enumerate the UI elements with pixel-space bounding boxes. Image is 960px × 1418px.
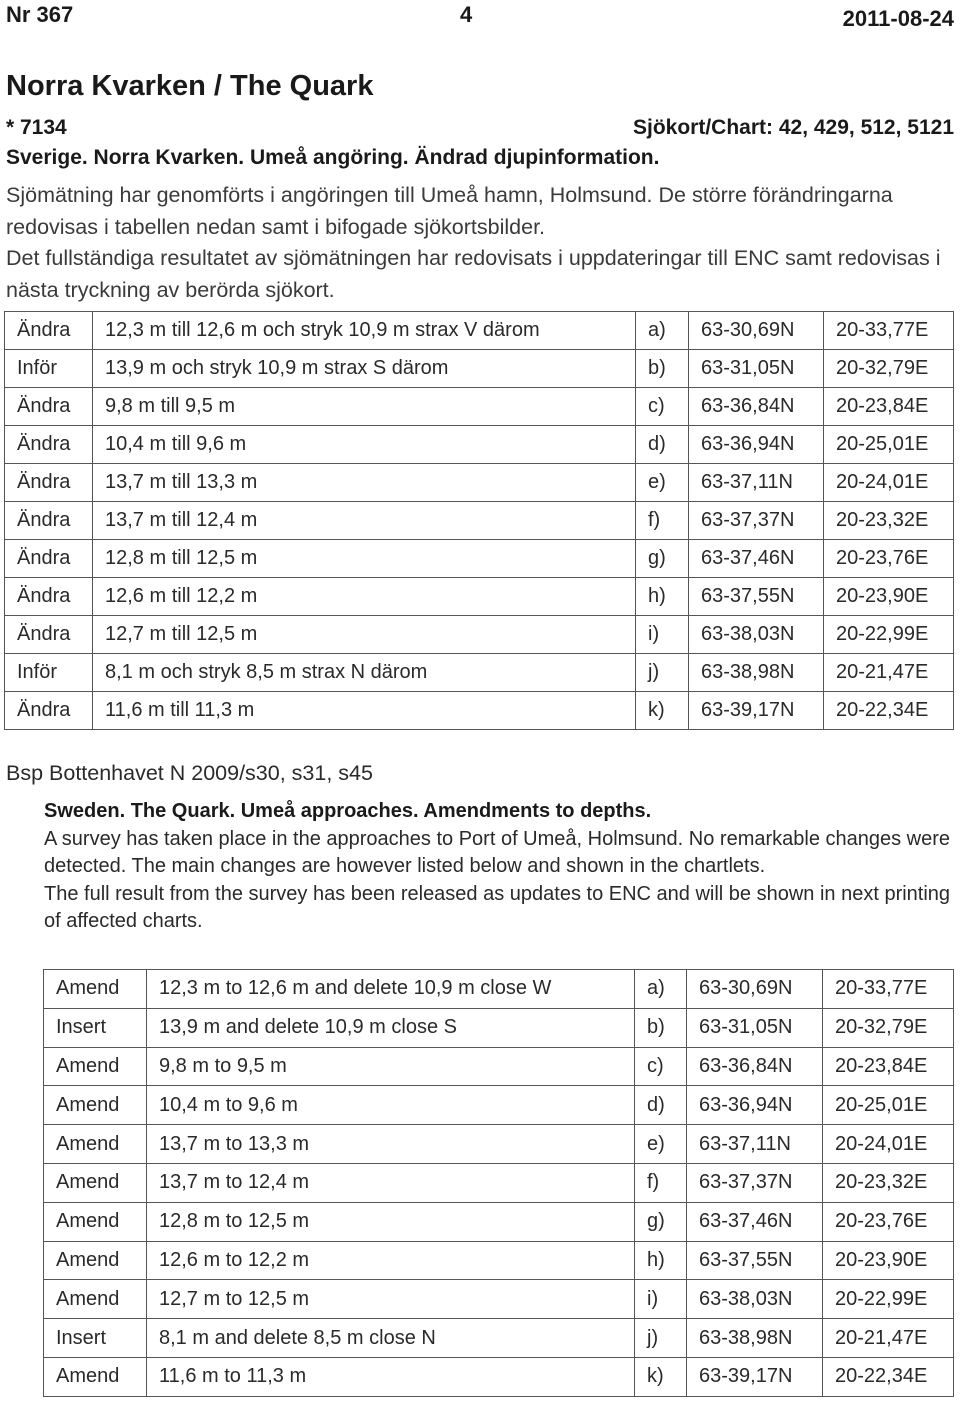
latitude-cell: 63-37,46N [687,1202,823,1241]
longitude-cell: 20-33,77E [823,970,954,1009]
description-cell: 11,6 m till 11,3 m [93,692,636,730]
latitude-cell: 63-37,11N [689,464,824,502]
english-table [43,969,954,1397]
table-row [44,1319,954,1358]
action-cell: Ändra [5,464,93,502]
description-cell: 13,9 m and delete 10,9 m close S [147,1008,635,1047]
latitude-cell: 63-38,03N [687,1280,823,1319]
position-label-cell: e) [635,1125,687,1164]
position-label-cell: g) [635,1202,687,1241]
latitude-cell: 63-38,98N [687,1319,823,1358]
description-cell: 10,4 m to 9,6 m [147,1086,635,1125]
table-row [44,1163,954,1202]
table-row [5,388,954,426]
longitude-cell: 20-23,76E [823,1202,954,1241]
page-number: 4 [460,2,473,27]
action-cell: Inför [5,350,93,388]
longitude-cell: 20-23,32E [824,502,954,540]
description-cell: 13,7 m till 13,3 m [93,464,636,502]
latitude-cell: 63-37,55N [687,1241,823,1280]
table-row [5,692,954,730]
position-label-cell: g) [636,540,689,578]
latitude-cell: 63-36,94N [687,1086,823,1125]
page-title: Norra Kvarken / The Quark [6,70,374,102]
longitude-cell: 20-24,01E [823,1125,954,1164]
page-header [0,2,960,34]
longitude-cell: 20-23,84E [824,388,954,426]
latitude-cell: 63-30,69N [687,970,823,1009]
action-cell: Ändra [5,616,93,654]
latitude-cell: 63-38,98N [689,654,824,692]
position-label-cell: d) [635,1086,687,1125]
latitude-cell: 63-38,03N [689,616,824,654]
action-cell: Amend [44,1202,147,1241]
action-cell: Amend [44,970,147,1009]
description-cell: 12,7 m to 12,5 m [147,1280,635,1319]
latitude-cell: 63-37,46N [689,540,824,578]
description-cell: 12,8 m to 12,5 m [147,1202,635,1241]
table-row [44,1008,954,1047]
position-label-cell: b) [636,350,689,388]
description-cell: 8,1 m och stryk 8,5 m strax N därom [93,654,636,692]
position-label-cell: i) [635,1280,687,1319]
description-cell: 12,7 m till 12,5 m [93,616,636,654]
action-cell: Ändra [5,692,93,730]
action-cell: Inför [5,654,93,692]
description-cell: 13,7 m to 13,3 m [147,1125,635,1164]
table-row [5,350,954,388]
action-cell: Amend [44,1280,147,1319]
action-cell: Amend [44,1125,147,1164]
longitude-cell: 20-22,99E [824,616,954,654]
english-paragraph: A survey has taken place in the approaches to Port of Umeå, Holmsund. No remarkable changes were detected. The main changes are however listed below and shown in the chartlets. [44,828,951,878]
action-cell: Amend [44,1241,147,1280]
action-cell: Ändra [5,312,93,350]
description-cell: 8,1 m and delete 8,5 m close N [147,1319,635,1358]
latitude-cell: 63-36,84N [689,388,824,426]
description-cell: 12,3 m till 12,6 m och stryk 10,9 m strax V därom [93,312,636,350]
action-cell: Insert [44,1008,147,1047]
english-body [44,826,956,936]
position-label-cell: b) [635,1008,687,1047]
position-label-cell: d) [636,426,689,464]
position-label-cell: f) [636,502,689,540]
longitude-cell: 20-23,90E [824,578,954,616]
position-label-cell: f) [635,1163,687,1202]
english-paragraph: The full result from the survey has been released as updates to ENC and will be shown in next printing of affected charts. [44,882,951,933]
table-row [5,464,954,502]
longitude-cell: 20-21,47E [824,654,954,692]
action-cell: Ändra [5,388,93,426]
longitude-cell: 20-33,77E [824,312,954,350]
description-cell: 10,4 m till 9,6 m [93,426,636,464]
swedish-heading: Sverige. Norra Kvarken. Umeå angöring. Ändrad djupinformation. [6,146,660,169]
action-cell: Amend [44,1047,147,1086]
latitude-cell: 63-39,17N [689,692,824,730]
action-cell: Amend [44,1086,147,1125]
action-cell: Amend [44,1163,147,1202]
latitude-cell: 63-39,17N [687,1357,823,1396]
source-reference: Bsp Bottenhavet N 2009/s30, s31, s45 [6,761,373,785]
table-row [5,616,954,654]
longitude-cell: 20-23,90E [823,1241,954,1280]
swedish-body [6,180,954,306]
position-label-cell: e) [636,464,689,502]
position-label-cell: c) [635,1047,687,1086]
issue-date: 2011-08-24 [842,6,954,31]
position-label-cell: a) [636,312,689,350]
table-row [5,502,954,540]
description-cell: 13,7 m to 12,4 m [147,1163,635,1202]
action-cell: Amend [44,1357,147,1396]
latitude-cell: 63-36,84N [687,1047,823,1086]
table-row [44,970,954,1009]
position-label-cell: a) [635,970,687,1009]
action-cell: Ändra [5,502,93,540]
position-label-cell: i) [636,616,689,654]
table-row [44,1241,954,1280]
action-cell: Ändra [5,426,93,464]
position-label-cell: j) [636,654,689,692]
longitude-cell: 20-22,34E [824,692,954,730]
table-row [5,578,954,616]
table-row [5,540,954,578]
longitude-cell: 20-25,01E [824,426,954,464]
position-label-cell: j) [635,1319,687,1358]
latitude-cell: 63-37,37N [689,502,824,540]
action-cell: Ändra [5,540,93,578]
position-label-cell: k) [635,1357,687,1396]
table-row [44,1047,954,1086]
latitude-cell: 63-31,05N [689,350,824,388]
longitude-cell: 20-32,79E [824,350,954,388]
latitude-cell: 63-30,69N [689,312,824,350]
latitude-cell: 63-37,37N [687,1163,823,1202]
description-cell: 12,6 m till 12,2 m [93,578,636,616]
longitude-cell: 20-23,76E [824,540,954,578]
table-row [44,1125,954,1164]
table-row [44,1280,954,1319]
description-cell: 12,6 m to 12,2 m [147,1241,635,1280]
notice-number: * 7134 [6,116,67,139]
table-row [44,1202,954,1241]
latitude-cell: 63-37,11N [687,1125,823,1164]
english-heading: Sweden. The Quark. Umeå approaches. Amendments to depths. [44,800,652,822]
description-cell: 12,3 m to 12,6 m and delete 10,9 m close W [147,970,635,1009]
latitude-cell: 63-37,55N [689,578,824,616]
longitude-cell: 20-23,84E [823,1047,954,1086]
description-cell: 13,7 m till 12,4 m [93,502,636,540]
action-cell: Insert [44,1319,147,1358]
longitude-cell: 20-25,01E [823,1086,954,1125]
longitude-cell: 20-23,32E [823,1163,954,1202]
description-cell: 13,9 m och stryk 10,9 m strax S därom [93,350,636,388]
latitude-cell: 63-36,94N [689,426,824,464]
swedish-table [4,311,954,730]
swedish-paragraph: Det fullständiga resultatet av sjömätningen har redovisats i uppdateringar till ENC samt redovisas i nästa tryckning av berörda sjökort. [6,246,941,302]
notice-line [6,116,954,140]
longitude-cell: 20-22,99E [823,1280,954,1319]
description-cell: 9,8 m till 9,5 m [93,388,636,426]
table-row [44,1357,954,1396]
latitude-cell: 63-31,05N [687,1008,823,1047]
table-row [5,654,954,692]
position-label-cell: k) [636,692,689,730]
table-row [5,426,954,464]
longitude-cell: 20-22,34E [823,1357,954,1396]
longitude-cell: 20-32,79E [823,1008,954,1047]
longitude-cell: 20-24,01E [824,464,954,502]
position-label-cell: h) [635,1241,687,1280]
issue-number: Nr 367 [6,2,74,27]
table-row [5,312,954,350]
description-cell: 12,8 m till 12,5 m [93,540,636,578]
longitude-cell: 20-21,47E [823,1319,954,1358]
swedish-paragraph: Sjömätning har genomförts i angöringen till Umeå hamn, Holmsund. De större förändringarna redovisas i tabellen nedan samt i bifogade sjökortsbilder. [6,183,893,239]
action-cell: Ändra [5,578,93,616]
description-cell: 9,8 m to 9,5 m [147,1047,635,1086]
chart-numbers: Sjökort/Chart: 42, 429, 512, 5121 [633,116,954,139]
description-cell: 11,6 m to 11,3 m [147,1357,635,1396]
position-label-cell: h) [636,578,689,616]
position-label-cell: c) [636,388,689,426]
table-row [44,1086,954,1125]
